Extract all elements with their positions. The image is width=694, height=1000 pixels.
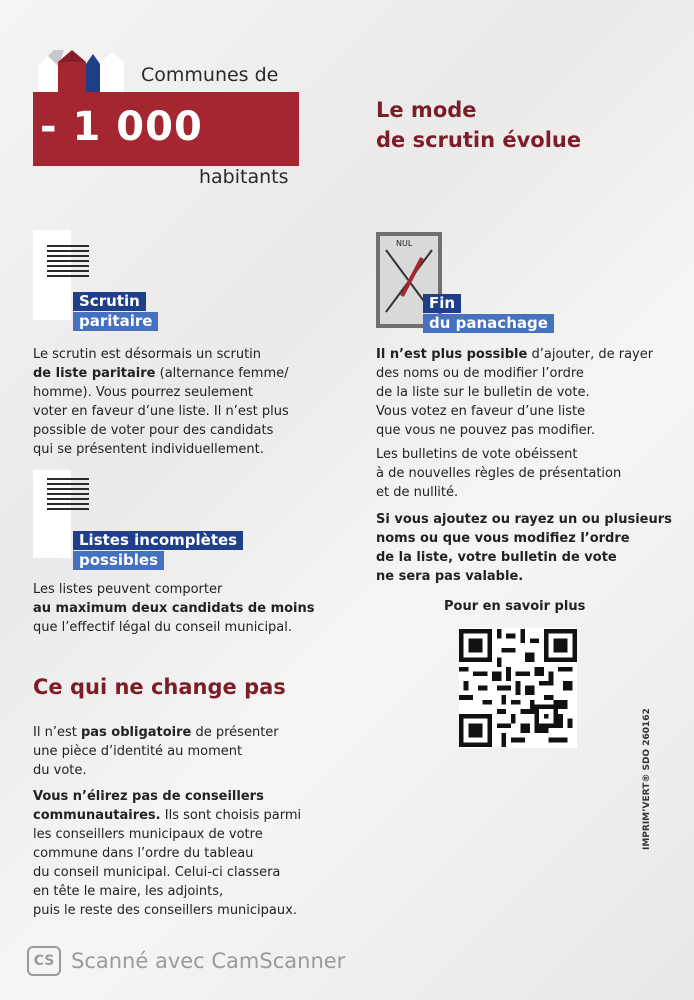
list-lines-icon [47,245,89,279]
list-lines-icon [47,478,89,512]
population-number: - 1 000 [40,104,203,150]
nul-text: NUL [396,239,413,248]
identity-text: Il n’est pas obligatoire de présenter une pièce d’identité au moment du vote. [33,725,279,778]
qr-code[interactable] [459,628,577,748]
label-scrutin-paritaire: Scrutin paritaire [73,291,158,331]
conseillers-text: Vous n’élirez pas de conseillers communautaires. Ils sont choisis parmi les conseillers municipaux de votre commune dans l’ordre du tableau du conseil municipal. Celui-ci classera en tête le maire, les adjoints, puis le reste des conseillers municipaux. [33,789,302,918]
communes-label: Communes de [141,64,279,86]
bulletin-warning-text: Si vous ajoutez ou rayez un ou plusieurs noms ou que vous modifiez l’ordre de la liste, votre bulletin de vote ne sera pas valable. [376,512,672,584]
houses-logo [38,50,128,96]
nullite-text: Les bulletins de vote obéissent à de nouvelles règles de présentation et de nullité. [376,447,622,500]
page-title: Le mode de scrutin évolue [376,98,582,152]
label-fin-panachage: Fin du panachage [423,293,554,333]
section-heading: Ce qui ne change pas [33,675,286,699]
imprim-vert-mark: IMPRIM’VERT® SDO 260162 [642,708,652,850]
more-info-label: Pour en savoir plus [444,599,586,614]
label-listes-incompletes: Listes incomplètes possibles [73,530,243,570]
scrutin-paritaire-text: Le scrutin est désormais un scrutin de liste paritaire (alternance femme/ homme). Vous pourrez seulement voter en faveur d’une liste. Il n’est plus possible de voter pour des candidats qui se présentent individuellement. [33,347,289,457]
camscanner-logo: CS [27,946,61,976]
habitants-label: habitants [199,166,289,188]
scanner-text: Scanné avec CamScanner [71,949,346,973]
listes-incompletes-text: Les listes peuvent comporter au maximum deux candidats de moins que l’effectif légal du conseil municipal. [33,582,315,635]
scanner-watermark [27,946,345,976]
panachage-text: Il n’est plus possible d’ajouter, de rayer des noms ou de modifier l’ordre de la liste sur le bulletin de vote. Vous votez en faveur d’une liste que vous ne pouvez pas modifier. [376,347,654,438]
